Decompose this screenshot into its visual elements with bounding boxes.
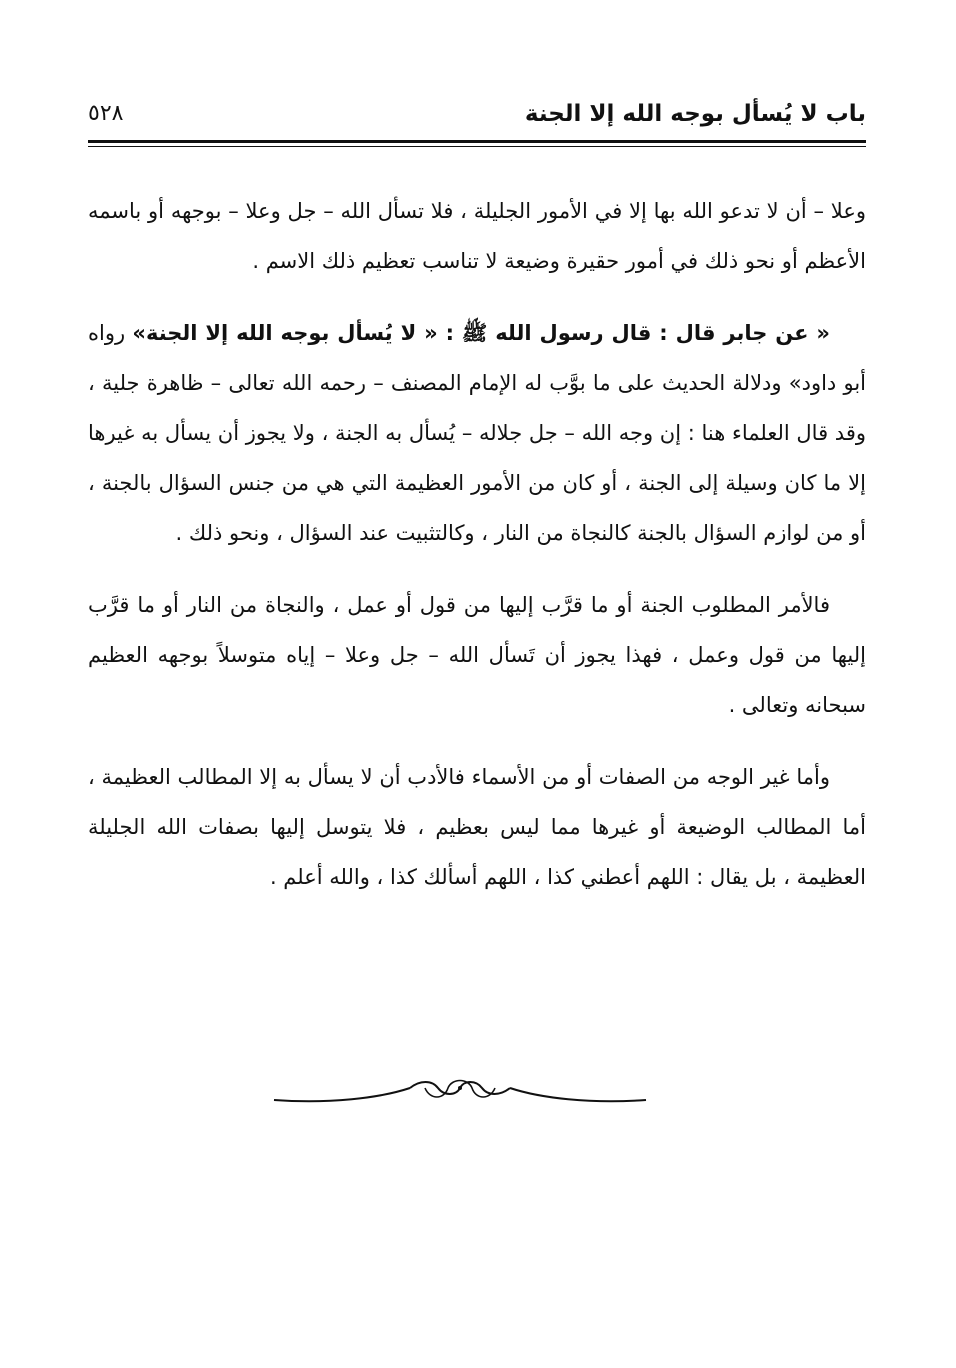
chapter-title: باب لا يُسأل بوجه الله إلا الجنة xyxy=(524,101,866,127)
page-number: ٥٢٨ xyxy=(88,101,124,126)
body-text xyxy=(88,186,866,924)
paragraph-2 xyxy=(88,308,866,558)
running-header xyxy=(88,96,866,140)
header-rule-thin xyxy=(88,146,866,147)
section-end-ornament xyxy=(270,1070,650,1114)
header-rule-thick xyxy=(88,140,866,143)
paragraph-4: وأما غير الوجه من الصفات أو من الأسماء فالأدب أن لا يسأل به إلا المطالب العظيمة ، أما المطالب الوضيعة أو غيرها مما ليس بعظيم ، فلا يتوسل إليها بصفات الله الجليلة العظيمة ، بل يقال : اللهم أعطني كذا ، اللهم أسألك كذا ، والله أعلم . xyxy=(88,765,866,889)
paragraph-2-commentary: رواه أبو داود» ودلالة الحديث على ما بوَّب له الإمام المصنف – رحمه الله تعالى – ظاهرة جلية ، وقد قال العلماء هنا : إن وجه الله – جل جلاله – يُسأل به الجنة ، ولا يجوز أن يسأل به غيرها إلا ما كان وسيلة إلى الجنة ، أو كان من الأمور العظيمة التي هي من جنس السؤال بالجنة ، أو من لوازم السؤال بالجنة كالنجاة من النار ، وكالتثبيت عند السؤال ، ونحو ذلك . xyxy=(88,321,866,545)
paragraph-3: فالأمر المطلوب الجنة أو ما قرَّب إليها من قول أو عمل ، والنجاة من النار أو ما قرَّب إليها من قول وعمل ، فهذا يجوز أن تَسأل الله – جل وعلا – إياه متوسلاً بوجهه العظيم سبحانه وتعالى . xyxy=(88,593,866,717)
paragraph-1: وعلا – أن لا تدعو الله بها إلا في الأمور الجليلة ، فلا تسأل الله – جل وعلا – بوجهه أو باسمه الأعظم أو نحو ذلك في أمور حقيرة وضيعة لا تناسب تعظيم ذلك الاسم . xyxy=(88,199,866,273)
hadith-quote: « عن جابر قال : قال رسول الله ﷺ : « لا يُسأل بوجه الله إلا الجنة» xyxy=(132,321,830,345)
